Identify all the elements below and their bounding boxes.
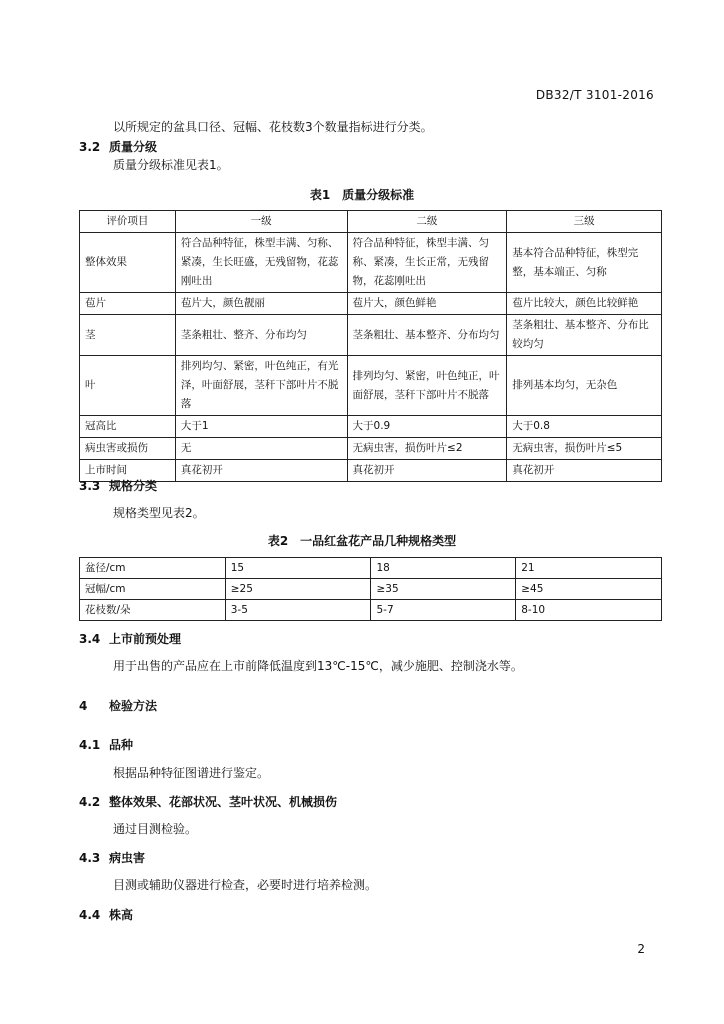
table-cell: 苞片大，颜色鲜艳 [347, 293, 507, 315]
table-cell: 排列均匀、紧密，叶色纯正，叶面舒展，茎秆下部叶片不脱落 [347, 356, 507, 416]
table-cell: 符合品种特征，株型丰满、匀称、紧凑，生长正常，无残留物，花蕊刚吐出 [347, 233, 507, 293]
table-cell: 上市时间 [80, 460, 176, 482]
section-3-4-heading [79, 630, 181, 647]
table-cell: 真花初开 [347, 460, 507, 482]
table1-caption: 表1 质量分级标准 [309, 188, 415, 202]
section-4-2-text: 通过目测检验。 [113, 822, 198, 836]
section-number: 4.4 [79, 908, 101, 922]
section-3-3-heading [79, 477, 157, 494]
page-number: 2 [637, 942, 645, 956]
section-3-2-text: 质量分级标准见表1。 [113, 158, 229, 172]
section-title: 上市前预处理 [109, 632, 182, 646]
section-title: 病虫害 [109, 851, 146, 865]
table-row [80, 600, 662, 621]
table-row [80, 315, 662, 356]
intro-paragraph: 以所规定的盆具口径、冠幅、花枝数3个数量指标进行分类。 [113, 120, 433, 134]
section-4-3-heading [79, 849, 145, 866]
table-cell: 冠高比 [80, 416, 176, 438]
section-title: 质量分级 [109, 140, 158, 154]
header-cell: 三级 [507, 211, 662, 233]
table-row [80, 356, 662, 416]
table-cell: ≥25 [225, 579, 371, 600]
section-3-4-text: 用于出售的产品应在上市前降低温度到13℃-15℃，减少施肥、控制浇水等。 [113, 659, 523, 673]
table-cell: 大于0.8 [507, 416, 662, 438]
table-cell: 无 [175, 438, 347, 460]
table-cell: ≥45 [516, 579, 662, 600]
section-3-3-text: 规格类型见表2。 [113, 506, 205, 520]
table-cell: 18 [371, 558, 516, 579]
section-number: 4 [79, 699, 88, 713]
table-cell: 基本符合品种特征，株型完整，基本端正、匀称 [507, 233, 662, 293]
section-number: 3.3 [79, 479, 101, 493]
table-cell: 5-7 [371, 600, 516, 621]
section-number: 3.4 [79, 632, 101, 646]
section-title: 株高 [109, 908, 134, 922]
table-cell: 茎 [80, 315, 176, 356]
section-title: 整体效果、花部状况、茎叶状况、机械损伤 [109, 795, 338, 809]
section-title: 规格分类 [109, 479, 158, 493]
table-row [80, 460, 662, 482]
table-cell: 花枝数/朵 [80, 600, 226, 621]
table-row [80, 558, 662, 579]
table-cell: 苞片比较大，颜色比较鲜艳 [507, 293, 662, 315]
section-4-1-text: 根据品种特征图谱进行鉴定。 [113, 766, 270, 780]
table-cell: 苞片 [80, 293, 176, 315]
table-cell: 21 [516, 558, 662, 579]
section-4-3-text: 目测或辅助仪器进行检查，必要时进行培养检测。 [113, 878, 378, 892]
header-cell: 二级 [347, 211, 507, 233]
header-cell: 评价项目 [80, 211, 176, 233]
table-cell: 冠幅/cm [80, 579, 226, 600]
table-cell: ≥35 [371, 579, 516, 600]
table-cell: 15 [225, 558, 371, 579]
section-4-heading [79, 697, 157, 714]
section-number: 3.2 [79, 140, 101, 154]
table-cell: 整体效果 [80, 233, 176, 293]
table-cell: 排列基本均匀，无杂色 [507, 356, 662, 416]
table-cell: 排列均匀、紧密，叶色纯正，有光泽，叶面舒展，茎秆下部叶片不脱落 [175, 356, 347, 416]
table-cell: 真花初开 [175, 460, 347, 482]
table-cell: 大于0.9 [347, 416, 507, 438]
section-title: 检验方法 [109, 699, 158, 713]
header-cell: 一级 [175, 211, 347, 233]
table-cell: 3-5 [225, 600, 371, 621]
document-code: DB32/T 3101-2016 [535, 88, 654, 102]
table-row [80, 293, 662, 315]
section-number: 4.1 [79, 738, 101, 752]
section-number: 4.3 [79, 851, 101, 865]
table-row [80, 233, 662, 293]
table-cell: 真花初开 [507, 460, 662, 482]
section-3-2-heading [79, 138, 157, 155]
table-cell: 茎条粗壮、整齐、分布均匀 [175, 315, 347, 356]
section-4-4-heading [79, 906, 133, 923]
section-4-1-heading [79, 736, 133, 753]
table2-caption: 表2 一品红盆花产品几种规格类型 [267, 534, 457, 548]
table-row [80, 438, 662, 460]
table-cell: 苞片大，颜色靓丽 [175, 293, 347, 315]
table-header-row [80, 211, 662, 233]
table-cell: 盆径/cm [80, 558, 226, 579]
section-4-2-heading [79, 793, 337, 810]
table-cell: 茎条粗壮、基本整齐、分布均匀 [347, 315, 507, 356]
table-row [80, 579, 662, 600]
table-cell: 病虫害或损伤 [80, 438, 176, 460]
table-cell: 8-10 [516, 600, 662, 621]
table-cell: 符合品种特征，株型丰满、匀称、紧凑，生长旺盛，无残留物，花蕊刚吐出 [175, 233, 347, 293]
table-cell: 无病虫害，损伤叶片≤2 [347, 438, 507, 460]
size-spec-table [79, 557, 662, 621]
table-row [80, 416, 662, 438]
quality-grade-table [79, 210, 662, 482]
table-cell: 大于1 [175, 416, 347, 438]
table-cell: 叶 [80, 356, 176, 416]
table-cell: 无病虫害，损伤叶片≤5 [507, 438, 662, 460]
section-title: 品种 [109, 738, 134, 752]
table-cell: 茎条粗壮、基本整齐、分布比较均匀 [507, 315, 662, 356]
section-number: 4.2 [79, 795, 101, 809]
